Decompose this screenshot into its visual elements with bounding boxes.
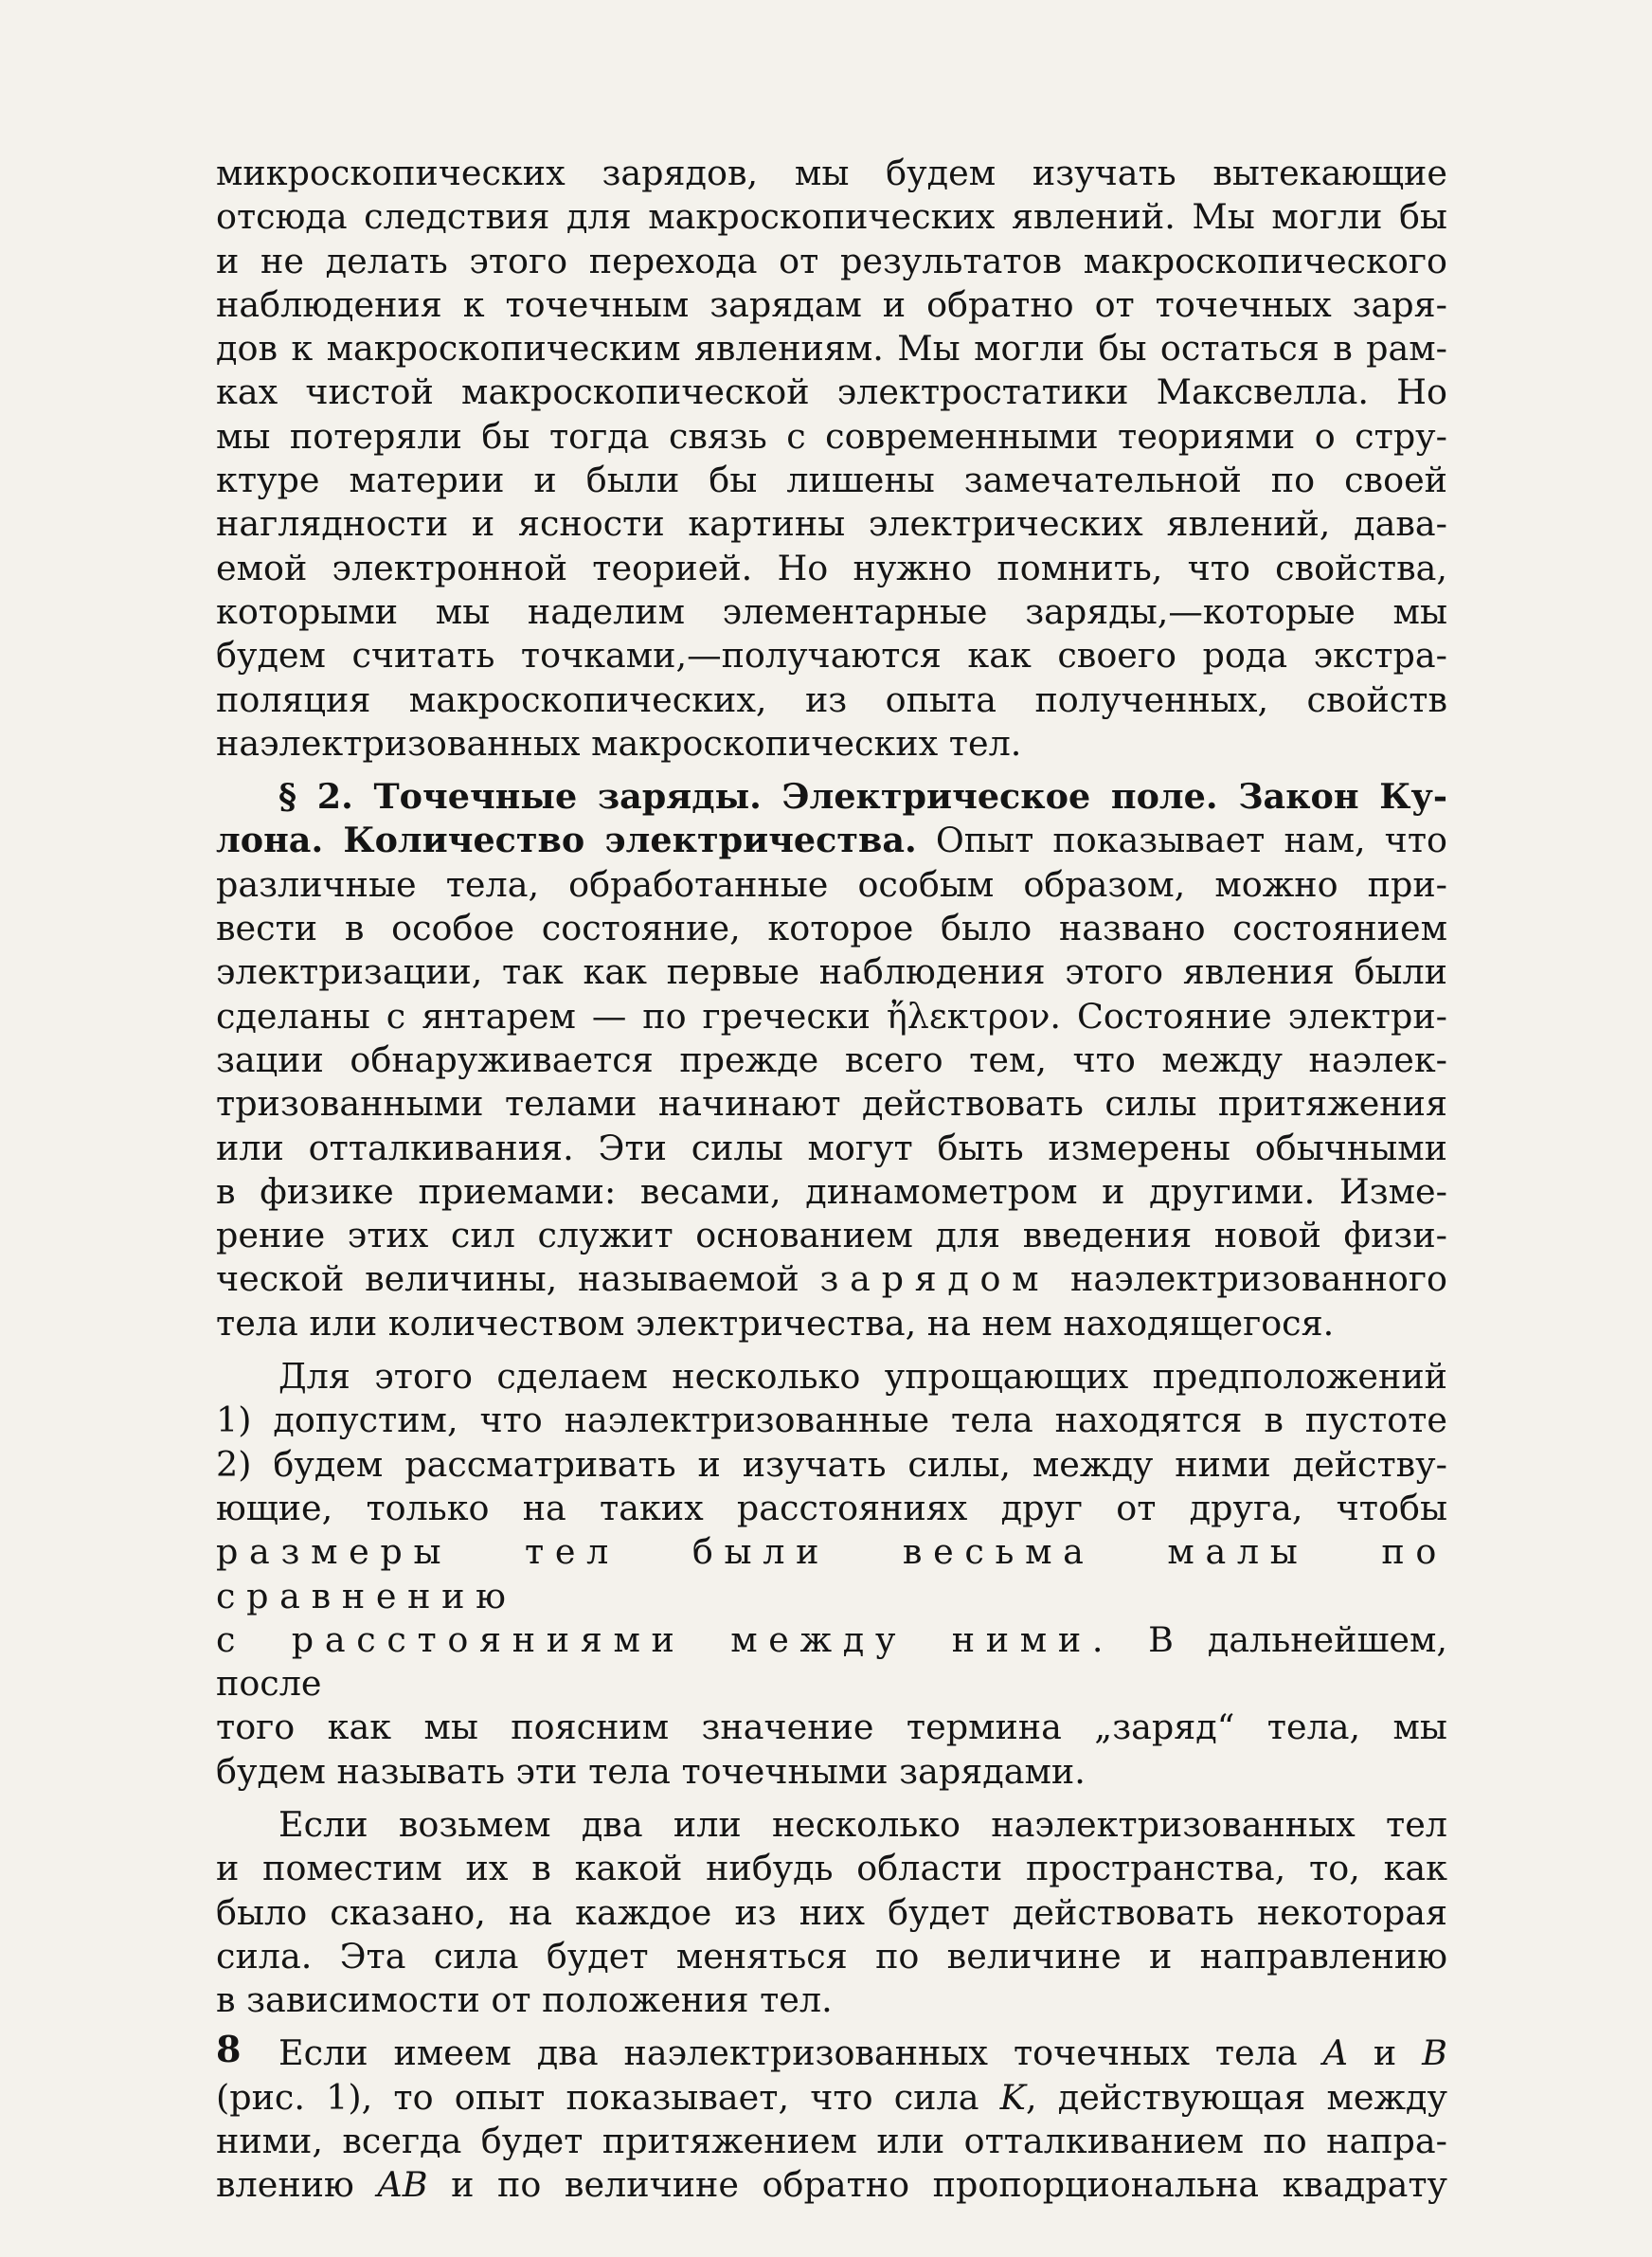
text-span: В дальнейшем, после — [216, 1618, 1448, 1705]
text-line: поляция макроскопических, из опыта полученных, свойств — [216, 678, 1447, 720]
text-line: будем считать точками,—получаются как своего рода экстра- — [216, 635, 1447, 677]
text-line — [216, 2076, 1447, 2120]
text-span: Опыт показывает нам, что — [916, 820, 1447, 861]
text-line: зации обнаруживается прежде всего тем, что между наэлек- — [216, 1038, 1447, 1080]
spaced-line: размеры тел были весьма малы по сравнению — [216, 1531, 1447, 1616]
text-line: ющие, только на таких расстояниях друг от друга, чтобы — [216, 1487, 1447, 1528]
text-span: влению — [216, 2164, 378, 2206]
symbol-b: B — [1422, 2032, 1447, 2074]
symbol-ab: AB — [377, 2164, 428, 2206]
text-line: ках чистой макроскопической электростатики Максвелла. Но — [216, 371, 1447, 413]
text-line: было сказано, на каждое из них будет действовать некоторая — [216, 1891, 1447, 1933]
text-line: и поместим их в какой нибудь области пространства, то, как — [216, 1848, 1447, 1889]
text-line: того как мы поясним значение термина „заряд“ тела, мы — [216, 1706, 1447, 1748]
text-line: будем называть эти тела точечными зарядами. — [216, 1750, 1086, 1792]
text-line: 2) будем рассматривать и изучать силы, между ними действу- — [216, 1443, 1447, 1485]
text-span: и по величине обратно пропорциональна квадрату — [427, 2164, 1447, 2206]
spaced-term: с расстояниями между ними. — [216, 1618, 1115, 1660]
text-line — [216, 2163, 1447, 2207]
section-heading-line — [216, 775, 1447, 819]
text-line — [216, 1618, 1447, 1706]
coulomb-paragraph — [216, 2031, 1447, 2207]
text-line: наэлектризованных макроскопических тел. — [216, 722, 1022, 764]
text-line — [216, 819, 1447, 862]
text-line: Для этого сделаем несколько упрощающих предположений — [278, 1356, 1447, 1398]
text-line: наглядности и ясности картины электрических явлений, дава- — [216, 503, 1447, 545]
section-heading: § 2. Точечные заряды. Электрическое поле. Закон Ку- — [278, 776, 1447, 818]
text-line: которыми мы наделим элементарные заряды,—которые мы — [216, 590, 1447, 632]
text-line: ними, всегда будет притяжением или отталкиванием по напра- — [216, 2121, 1447, 2162]
text-line: наблюдения к точечным зарядам и обратно от точечных заря- — [216, 283, 1447, 325]
text-span: , действующая между — [1025, 2076, 1447, 2118]
text-line: и не делать этого перехода от результатов макроскопического — [216, 240, 1447, 281]
page-text-block — [216, 152, 1447, 2208]
text-line: дов к макроскопическим явлениям. Мы могли бы остаться в рам- — [216, 328, 1447, 370]
section-heading-end: лона. Количество электричества. — [216, 820, 917, 861]
text-line: в физике приемами: весами, динамометром и другими. Изме- — [216, 1170, 1447, 1212]
text-line: в зависимости от положения тел. — [216, 1979, 833, 2021]
text-line: мы потеряли бы тогда связь с современными теориями о стру- — [216, 415, 1447, 457]
text-line: 1) допустим, что наэлектризованные тела находятся в пустоте — [216, 1399, 1447, 1441]
paragraph-continuation — [216, 152, 1447, 766]
text-line: различные тела, обработанные особым образом, можно при- — [216, 863, 1447, 905]
symbol-a: A — [1322, 2032, 1348, 2074]
text-line: ктуре материи и были бы лишены замечательной по своей — [216, 460, 1447, 501]
text-line: сделаны с янтарем — по гречески ἤλεκτρον. Состояние электри- — [216, 995, 1447, 1037]
spaced-term: зарядом — [819, 1258, 1050, 1300]
text-line: отсюда следствия для макроскопических явлений. Мы могли бы — [216, 196, 1447, 238]
text-span: наэлектризованного — [1050, 1258, 1447, 1300]
text-span: ческой величины, называемой — [216, 1258, 820, 1300]
text-line: электризации, так как первые наблюдения этого явления были — [216, 951, 1447, 993]
text-span: и — [1347, 2032, 1423, 2074]
text-line: микроскопических зарядов, мы будем изучать вытекающие — [216, 153, 1447, 193]
text-line: вести в особое состояние, которое было названо состоянием — [216, 908, 1447, 949]
symbol-k: K — [999, 2076, 1026, 2118]
text-line: сила. Эта сила будет меняться по величине и направлению — [216, 1935, 1447, 1977]
section-2-paragraph — [216, 775, 1447, 1345]
text-span: Если имеем два наэлектризованных точечных тела — [278, 2032, 1323, 2074]
text-line: Если возьмем два или несколько наэлектризованных тел — [278, 1803, 1447, 1845]
text-line: или отталкивания. Эти силы могут быть измерены обычными — [216, 1127, 1447, 1168]
text-line — [216, 1257, 1447, 1301]
text-line: тела или количеством электричества, на нем находящегося. — [216, 1302, 1335, 1344]
text-line — [216, 2031, 1447, 2075]
text-line: тризованными телами начинают действовать силы притяжения — [216, 1083, 1447, 1125]
page-number: 8 — [216, 2028, 242, 2070]
text-line: емой электронной теорией. Но нужно помнить, что свойства, — [216, 547, 1447, 588]
assumptions-paragraph — [216, 1355, 1447, 1794]
forces-paragraph — [216, 1803, 1447, 2022]
text-line: рение этих сил служит основанием для введения новой физи- — [216, 1215, 1447, 1256]
text-span: (рис. 1), то опыт показывает, что сила — [216, 2076, 1000, 2118]
